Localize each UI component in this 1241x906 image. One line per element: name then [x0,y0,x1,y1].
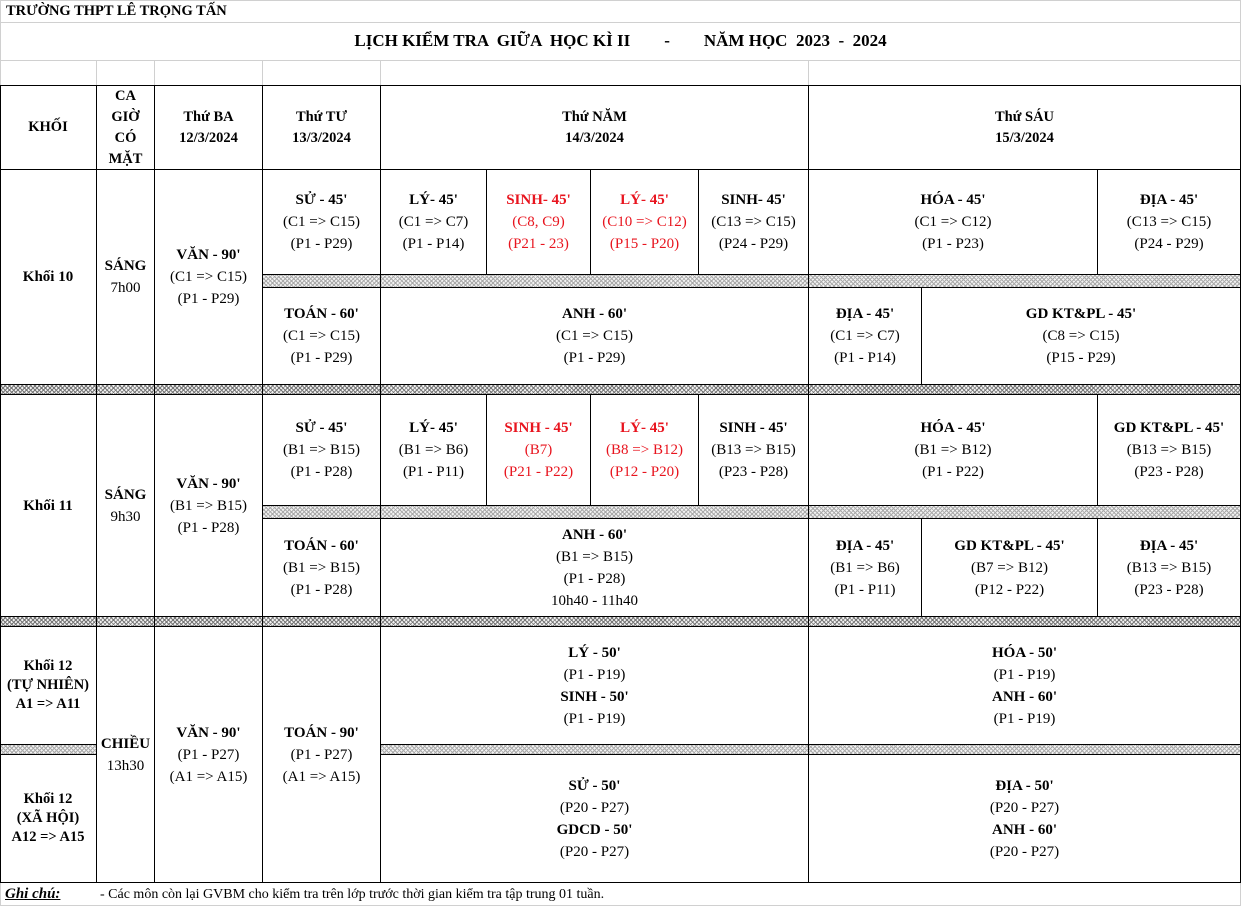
grade-10-fri-2a: ĐỊA - 45' (C1 => C7) (P1 - P14) [830,306,900,366]
grade-11-session: SÁNG 9h30 [104,486,147,525]
grade-11-tue: VĂN - 90' (B1 => B15) (P1 - P28) [170,475,247,536]
header-thursday: Thứ NĂM 14/3/2024 [562,108,627,146]
header-ca: CA GIỜ CÓ MẶT [108,87,143,167]
grade-10-wed-1: SỬ - 45' (C1 => C15) (P1 - P29) [283,192,360,252]
grade-11-thu-2: ANH - 60' (B1 => B15) (P1 - P28) 10h40 - 11h40 [551,526,638,609]
grade-10-thu-1d: SINH- 45' (C13 => C15) (P24 - P29) [711,192,796,252]
grade-12-fri-2: ĐỊA - 50' (P20 - P27) ANH - 60' (P20 - P27) [989,777,1060,860]
grade-10-thu-1a: LÝ- 45' (C1 => C7) (P1 - P14) [398,192,469,252]
school-name: TRƯỜNG THPT LÊ TRỌNG TẤN [6,3,227,19]
grid-line [262,60,263,86]
grade-11-fri-2c: ĐỊA - 45' (B13 => B15) (P23 - P28) [1126,537,1212,598]
grade-11-label: Khối 11 [23,497,73,514]
grade-12-fri-1: HÓA - 50' (P1 - P19) ANH - 60' (P1 - P19) [991,644,1057,727]
grade-11-thu-1c: LÝ- 45' (B8 => B12) (P12 - P20) [606,420,683,480]
grid-line [380,60,381,86]
grade-10-thu-2: ANH - 60' (C1 => C15) (P1 - P29) [556,306,633,366]
grade-12-social-label: Khối 12 (XÃ HỘI) A12 => A15 [11,791,85,845]
grade-12-wed: TOÁN - 90' (P1 - P27) (A1 => A15) [282,724,361,785]
title-dash: - [664,31,670,50]
grade-11-fri-1b: GD KT&PL - 45' (B13 => B15) (P23 - P28) [1113,420,1225,480]
subrow-separator [263,275,808,287]
grid-line [808,60,809,86]
grid-line [0,60,1241,61]
header-tuesday: Thứ BA 12/3/2024 [179,108,238,146]
grade-10-label: Khối 10 [22,269,74,285]
subrow-separator [809,275,1241,287]
grid-line [154,60,155,86]
grade-12-natural-label: Khối 12 (TỰ NHIÊN) A1 => A11 [6,658,90,712]
grade-10-wed-2: TOÁN - 60' (C1 => C15) (P1 - P29) [283,306,360,366]
subrow-separator [381,745,808,754]
grid-line [0,22,1241,23]
subrow-separator [263,506,808,518]
grade-11-wed-1: SỬ - 45' (B1 => B15) (P1 - P28) [283,420,360,480]
page-title [0,31,1241,51]
grade-11-wed-2: TOÁN - 60' (B1 => B15) (P1 - P28) [283,537,360,598]
subrow-separator [0,745,96,754]
note-label: Ghi chú: [5,886,61,902]
grade-11-thu-1b: SINH - 45' (B7) (P21 - P22) [503,420,574,480]
separator-k11-k12 [0,617,1241,626]
subrow-separator [809,745,1241,754]
separator-k10-k11 [0,385,1241,394]
grade-11-thu-1d: SINH - 45' (B13 => B15) (P23 - P28) [711,420,796,480]
table-line [0,616,1241,617]
grade-12-thu-1: LÝ - 50' (P1 - P19) SINH - 50' (P1 - P19) [560,644,629,727]
grade-11-fri-1a: HÓA - 45' (B1 => B12) (P1 - P22) [914,420,992,480]
header-friday: Thứ SÁU 15/3/2024 [994,108,1055,146]
table-line [0,384,1241,385]
grade-10-fri-1b: ĐỊA - 45' (C13 => C15) (P24 - P29) [1126,192,1212,252]
grid-line [0,0,1241,1]
table-line [0,882,1241,883]
grade-10-thu-1c: LÝ- 45' (C10 => C12) (P15 - P20) [602,192,687,252]
grade-12-thu-2: SỬ - 50' (P20 - P27) GDCD - 50' (P20 - P27) [556,777,633,860]
grade-11-thu-1a: LÝ- 45' (B1 => B6) (P1 - P11) [398,420,469,480]
title-year: NĂM HỌC 2023 - 2024 [703,31,887,50]
header-khoi: KHỐI [28,119,68,135]
table-line [262,274,1241,275]
header-wednesday: Thứ TƯ 13/3/2024 [292,108,351,146]
grid-line [96,60,97,86]
grade-10-session: SÁNG 7h00 [104,258,147,296]
note-text: - Các môn còn lại GVBM cho kiểm tra trên lớp trước thời gian kiểm tra tập trung 01 tuần. [100,887,605,902]
grade-10-thu-1b: SINH- 45' (C8, C9) (P21 - 23) [506,192,571,252]
grade-10-fri-2b: GD KT&PL - 45' (C8 => C15) (P15 - P29) [1025,306,1137,366]
table-line [0,744,96,745]
grade-12-session: CHIỀU 13h30 [100,735,151,774]
grade-10-fri-1a: HÓA - 45' (C1 => C12) (P1 - P23) [914,192,992,252]
subrow-separator [809,506,1241,518]
table-line [380,744,1241,745]
grade-10-tue: VĂN - 90' (C1 => C15) (P1 - P29) [170,247,247,307]
grade-12-tue: VĂN - 90' (P1 - P27) (A1 => A15) [169,724,248,785]
table-line [262,505,1241,506]
grade-11-fri-2b: GD KT&PL - 45' (B7 => B12) (P12 - P22) [954,537,1065,598]
title-main: LỊCH KIỂM TRA GIỮA HỌC KÌ II [354,31,631,50]
grade-11-fri-2a: ĐỊA - 45' (B1 => B6) (P1 - P11) [830,537,900,598]
